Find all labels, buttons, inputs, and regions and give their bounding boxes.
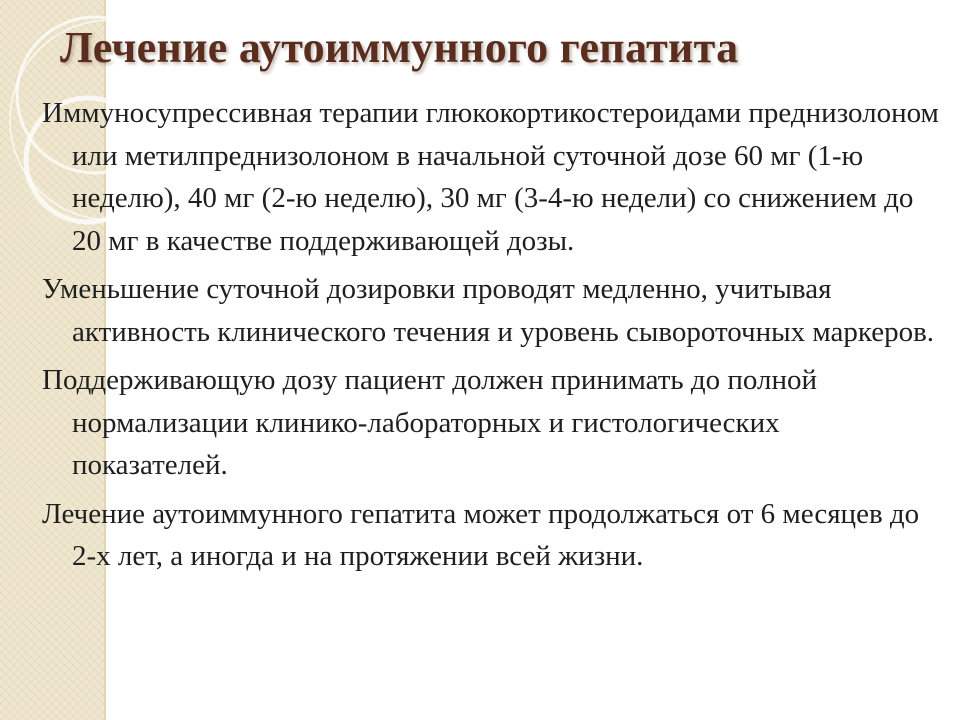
paragraph-dose-reduction: Уменьшение суточной дозировки проводят медленно, учитывая активность клинического течения и уровень сывороточных маркеров. [42, 273, 935, 348]
slide-body [42, 92, 942, 584]
paragraph-maintenance-dose: Поддерживающую дозу пациент должен принимать до полной нормализации клинико-лабораторных и гистологических показателей. [42, 364, 818, 481]
paragraph-steroid-therapy: Иммуносупрессивная терапии глюкокортикостероидами преднизолоном или метилпреднизолоном в начальной суточной дозе 60 мг (1-ю неделю), 40 мг (2-ю неделю), 30 мг (3-4-ю недели) со снижением до 20 мг в качестве поддерживающей дозы. [42, 97, 939, 257]
paragraph-treatment-duration: Лечение аутоиммунного гепатита может продолжаться от 6 месяцев до 2-х лет, а иногда и на протяжении всей жизни. [42, 497, 920, 572]
slide-title: Лечение аутоиммунного гепатита [60, 23, 739, 72]
